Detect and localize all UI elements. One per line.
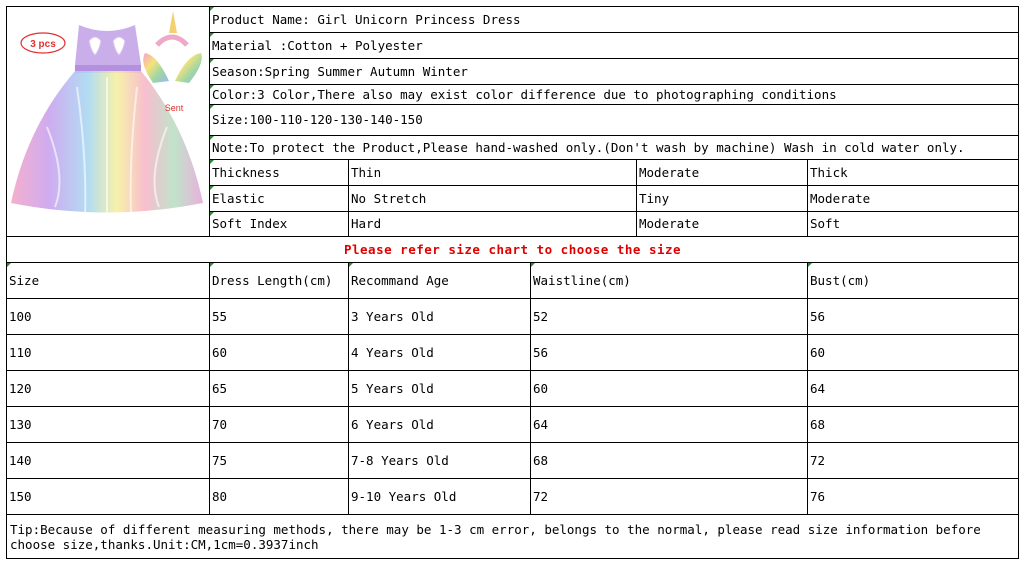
size-cell: 130 [7, 407, 210, 443]
size-cell: 120 [7, 371, 210, 407]
size-cell: 110 [7, 335, 210, 371]
property-label: Elastic [210, 185, 349, 211]
length-cell: 65 [210, 371, 349, 407]
product-spec-table [6, 6, 1019, 559]
column-header: Size [7, 263, 210, 299]
size-cell: 100 [7, 299, 210, 335]
waist-cell: 68 [531, 443, 808, 479]
length-cell: 60 [210, 335, 349, 371]
age-cell: 7-8 Years Old [349, 443, 531, 479]
property-value: Tiny [637, 185, 808, 211]
waist-cell: 56 [531, 335, 808, 371]
age-cell: 3 Years Old [349, 299, 531, 335]
size-table-header [7, 263, 1019, 299]
column-header: Recommand Age [349, 263, 531, 299]
bust-cell: 64 [808, 371, 1019, 407]
size-cell: 150 [7, 479, 210, 515]
info-material: Material :Cotton + Polyester [210, 33, 1019, 59]
property-value: Thin [349, 159, 637, 185]
age-cell: 4 Years Old [349, 335, 531, 371]
property-value: Moderate [808, 185, 1019, 211]
table-row [7, 335, 1019, 371]
column-header: Waistline(cm) [531, 263, 808, 299]
age-cell: 5 Years Old [349, 371, 531, 407]
property-value: Moderate [637, 211, 808, 236]
column-header: Bust(cm) [808, 263, 1019, 299]
bust-cell: 56 [808, 299, 1019, 335]
size-sheet [6, 6, 1018, 565]
length-cell: 75 [210, 443, 349, 479]
size-cell: 140 [7, 443, 210, 479]
property-value: Thick [808, 159, 1019, 185]
property-value: Soft [808, 211, 1019, 236]
property-value: Moderate [637, 159, 808, 185]
wing-right-icon [175, 53, 202, 83]
unicorn-horn-icon [169, 11, 177, 33]
dress-bodice [75, 25, 141, 70]
length-cell: 80 [210, 479, 349, 515]
table-row [7, 443, 1019, 479]
product-image-cell [7, 7, 210, 237]
age-cell: 9-10 Years Old [349, 479, 531, 515]
bust-cell: 76 [808, 479, 1019, 515]
property-value: No Stretch [349, 185, 637, 211]
info-note: Note:To protect the Product,Please hand-washed only.(Don't wash by machine) Wash in cold water only. [210, 135, 1019, 159]
column-header: Dress Length(cm) [210, 263, 349, 299]
info-season: Season:Spring Summer Autumn Winter [210, 59, 1019, 85]
headband-icon [157, 37, 187, 45]
bust-cell: 68 [808, 407, 1019, 443]
bust-cell: 60 [808, 335, 1019, 371]
size-chart-notice: Please refer size chart to choose the size [7, 237, 1019, 263]
tip-text: Tip:Because of different measuring methods, there may be 1-3 cm error, belongs to the normal, please read size information before choose size,thanks.Unit:CM,1cm=0.3937inch [7, 515, 1019, 559]
length-cell: 55 [210, 299, 349, 335]
pcs-badge: 3 pcs [30, 39, 56, 50]
waist-cell: 60 [531, 371, 808, 407]
table-row [7, 371, 1019, 407]
waist-cell: 64 [531, 407, 808, 443]
age-cell: 6 Years Old [349, 407, 531, 443]
info-product-name: Product Name: Girl Unicorn Princess Dress [210, 7, 1019, 33]
table-row [7, 299, 1019, 335]
table-row [7, 407, 1019, 443]
bust-cell: 72 [808, 443, 1019, 479]
info-color: Color:3 Color,There also may exist color difference due to photographing conditions [210, 85, 1019, 105]
sent-label: Sent [164, 103, 184, 113]
waist-cell: 72 [531, 479, 808, 515]
dress-image [7, 7, 210, 236]
table-row [7, 479, 1019, 515]
property-label: Thickness [210, 159, 349, 185]
wing-left-icon [143, 53, 169, 83]
waist-cell: 52 [531, 299, 808, 335]
info-size: Size:100-110-120-130-140-150 [210, 105, 1019, 135]
length-cell: 70 [210, 407, 349, 443]
property-value: Hard [349, 211, 637, 236]
property-label: Soft Index [210, 211, 349, 236]
